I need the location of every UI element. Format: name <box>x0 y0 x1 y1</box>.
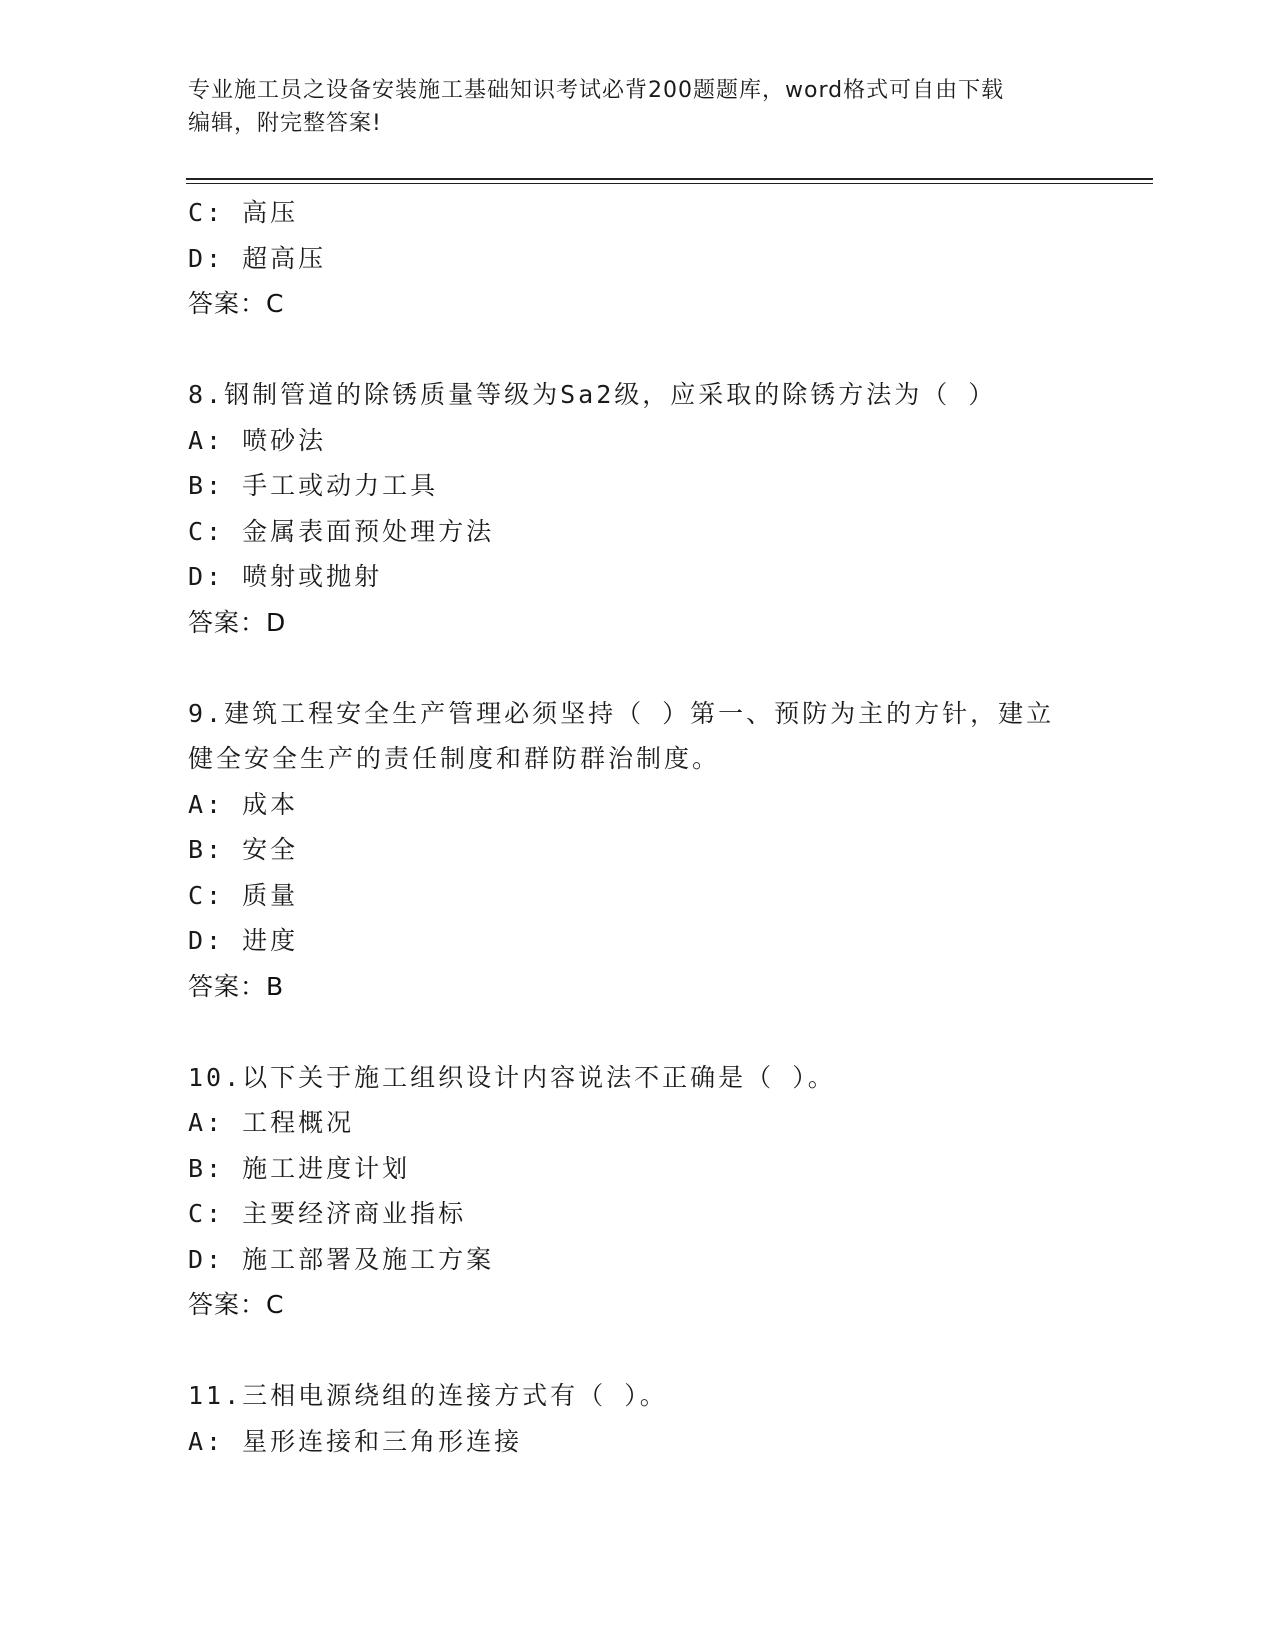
option-d: D: 喷射或抛射 <box>188 562 383 591</box>
question-stem-line-2: 健全安全生产的责任制度和群防群治制度。 <box>188 744 721 773</box>
question-stem: 11.三相电源绕组的连接方式有（ ）。 <box>188 1381 668 1410</box>
question-7-fragment <box>188 190 1088 327</box>
spacer <box>188 645 1088 691</box>
question-10 <box>188 1055 1088 1328</box>
header-title-line-1: 专业施工员之设备安装施工基础知识考试必背200题题库，word格式可自由下载 <box>188 78 1005 103</box>
header-title-line-2: 编辑，附完整答案! <box>188 111 382 136</box>
option-c: C: 质量 <box>188 880 299 910</box>
spacer <box>188 1328 1088 1374</box>
question-stem-line-1: 9.建筑工程安全生产管理必须坚持（ ）第一、预防为主的方针，建立 <box>188 698 1055 728</box>
document-header <box>188 74 1088 140</box>
option-d: D: 进度 <box>188 926 299 955</box>
option-d: D: 施工部署及施工方案 <box>188 1244 495 1274</box>
option-b: B: 施工进度计划 <box>188 1153 411 1183</box>
option-a: A: 工程概况 <box>188 1108 355 1137</box>
answer-line: 答案：B <box>188 971 285 1001</box>
header-divider-thick <box>186 178 1153 180</box>
option-a: A: 星形连接和三角形连接 <box>188 1426 523 1456</box>
spacer <box>188 1009 1088 1055</box>
answer-line: 答案：D <box>188 607 287 637</box>
question-list <box>188 190 1088 1464</box>
option-a: A: 喷砂法 <box>188 425 327 455</box>
answer-line: 答案：C <box>188 289 285 318</box>
header-divider-thin <box>186 183 1153 184</box>
question-9 <box>188 691 1088 1010</box>
option-b: B: 手工或动力工具 <box>188 471 439 500</box>
option-c: C: 主要经济商业指标 <box>188 1199 467 1228</box>
option-d: D: 超高压 <box>188 243 327 273</box>
question-stem: 10.以下关于施工组织设计内容说法不正确是（ ）。 <box>188 1062 836 1092</box>
spacer <box>188 327 1088 373</box>
option-a: A: 成本 <box>188 789 299 819</box>
question-11 <box>188 1373 1088 1464</box>
option-c: C: 金属表面预处理方法 <box>188 516 495 546</box>
question-8 <box>188 372 1088 645</box>
option-c: C: 高压 <box>188 198 299 227</box>
answer-line: 答案：C <box>188 1290 285 1319</box>
question-stem: 8.钢制管道的除锈质量等级为Sa2级，应采取的除锈方法为（ ） <box>188 380 997 409</box>
option-b: B: 安全 <box>188 835 299 864</box>
